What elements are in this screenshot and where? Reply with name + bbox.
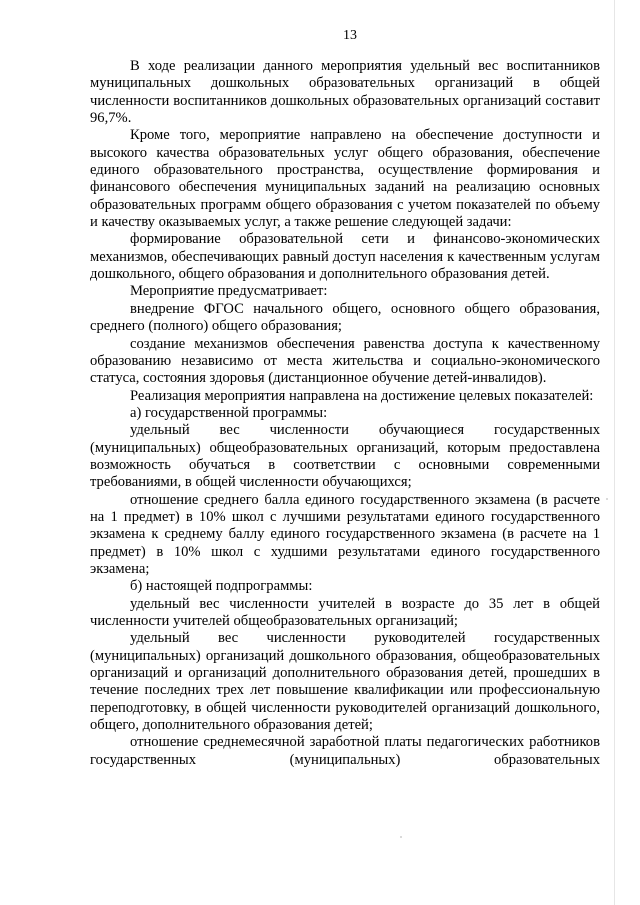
paragraph: Реализация мероприятия направлена на достижение целевых показателей: <box>130 387 594 404</box>
list-item: отношение среднего балла единого государственного экзамена (в расчете на 1 предмет) в 10% школ с лучшими результатами единого государственного экзамена к среднему баллу единого государственного экзамена (в расчете на 1 предмет) в 10% школ с худшими результатами единого государственного экзамена; <box>90 491 600 577</box>
list-item: удельный вес численности обучающиеся государственных (муниципальных) общеобразовательных организаций, которым предоставлена возможность обучаться в соответствии с основными современными требованиями, в общей численности обучающихся; <box>90 422 600 491</box>
scan-speck <box>400 836 402 838</box>
paragraph: внедрение ФГОС начального общего, основного общего образования, среднего (полного) общего образования; <box>90 300 600 335</box>
paragraph: Мероприятие предусматривает: <box>130 283 328 300</box>
list-item: отношение среднемесячной заработной платы педагогических работников государственных (муниципальных) образовательных <box>90 734 600 768</box>
paragraph: создание механизмов обеспечения равенства доступа к качественному образованию независимо от места жительства и социально-экономического статуса, состояния здоровья (дистанционное обучение детей-инвалидов). <box>90 335 600 387</box>
paragraph: формирование образовательной сети и финансово-экономических механизмов, обеспечивающих равный доступ населения к качественным услугам дошкольного, общего образования и дополнительного образования детей. <box>90 231 600 283</box>
list-heading: а) государственной программы: <box>130 404 328 421</box>
list-item: удельный вес численности учителей в возрасте до 35 лет в общей численности учителей общеобразовательных организаций; <box>90 595 600 629</box>
scan-edge-line <box>614 0 615 905</box>
page-number: 13 <box>343 28 357 43</box>
list-heading: б) настоящей подпрограммы: <box>130 578 313 595</box>
scan-speck <box>606 498 608 500</box>
paragraph: В ходе реализации данного мероприятия удельный вес воспитанников муниципальных дошкольных образовательных организаций в общей численности воспитанников дошкольных образовательных организаций составит 96,7%. <box>90 58 600 127</box>
paragraph: Кроме того, мероприятие направлено на обеспечение доступности и высокого качества образовательных услуг общего образования, обеспечение единого образовательного пространства, осуществление формирования и финансового обеспечения муниципальных заданий на реализацию основных образовательных программ общего образования с учетом показателей по объему и качеству оказываемых услуг, а также решение следующей задачи: <box>90 127 600 231</box>
list-item: удельный вес численности руководителей государственных (муниципальных) организаций дошкольного образования, общеобразовательных организаций и организаций дополнительного образования детей, прошедших в течение последних трех лет повышение квалификации или профессиональную переподготовку, в общей численности руководителей организаций дошкольного, общего, дополнительного образования детей; <box>90 630 600 734</box>
